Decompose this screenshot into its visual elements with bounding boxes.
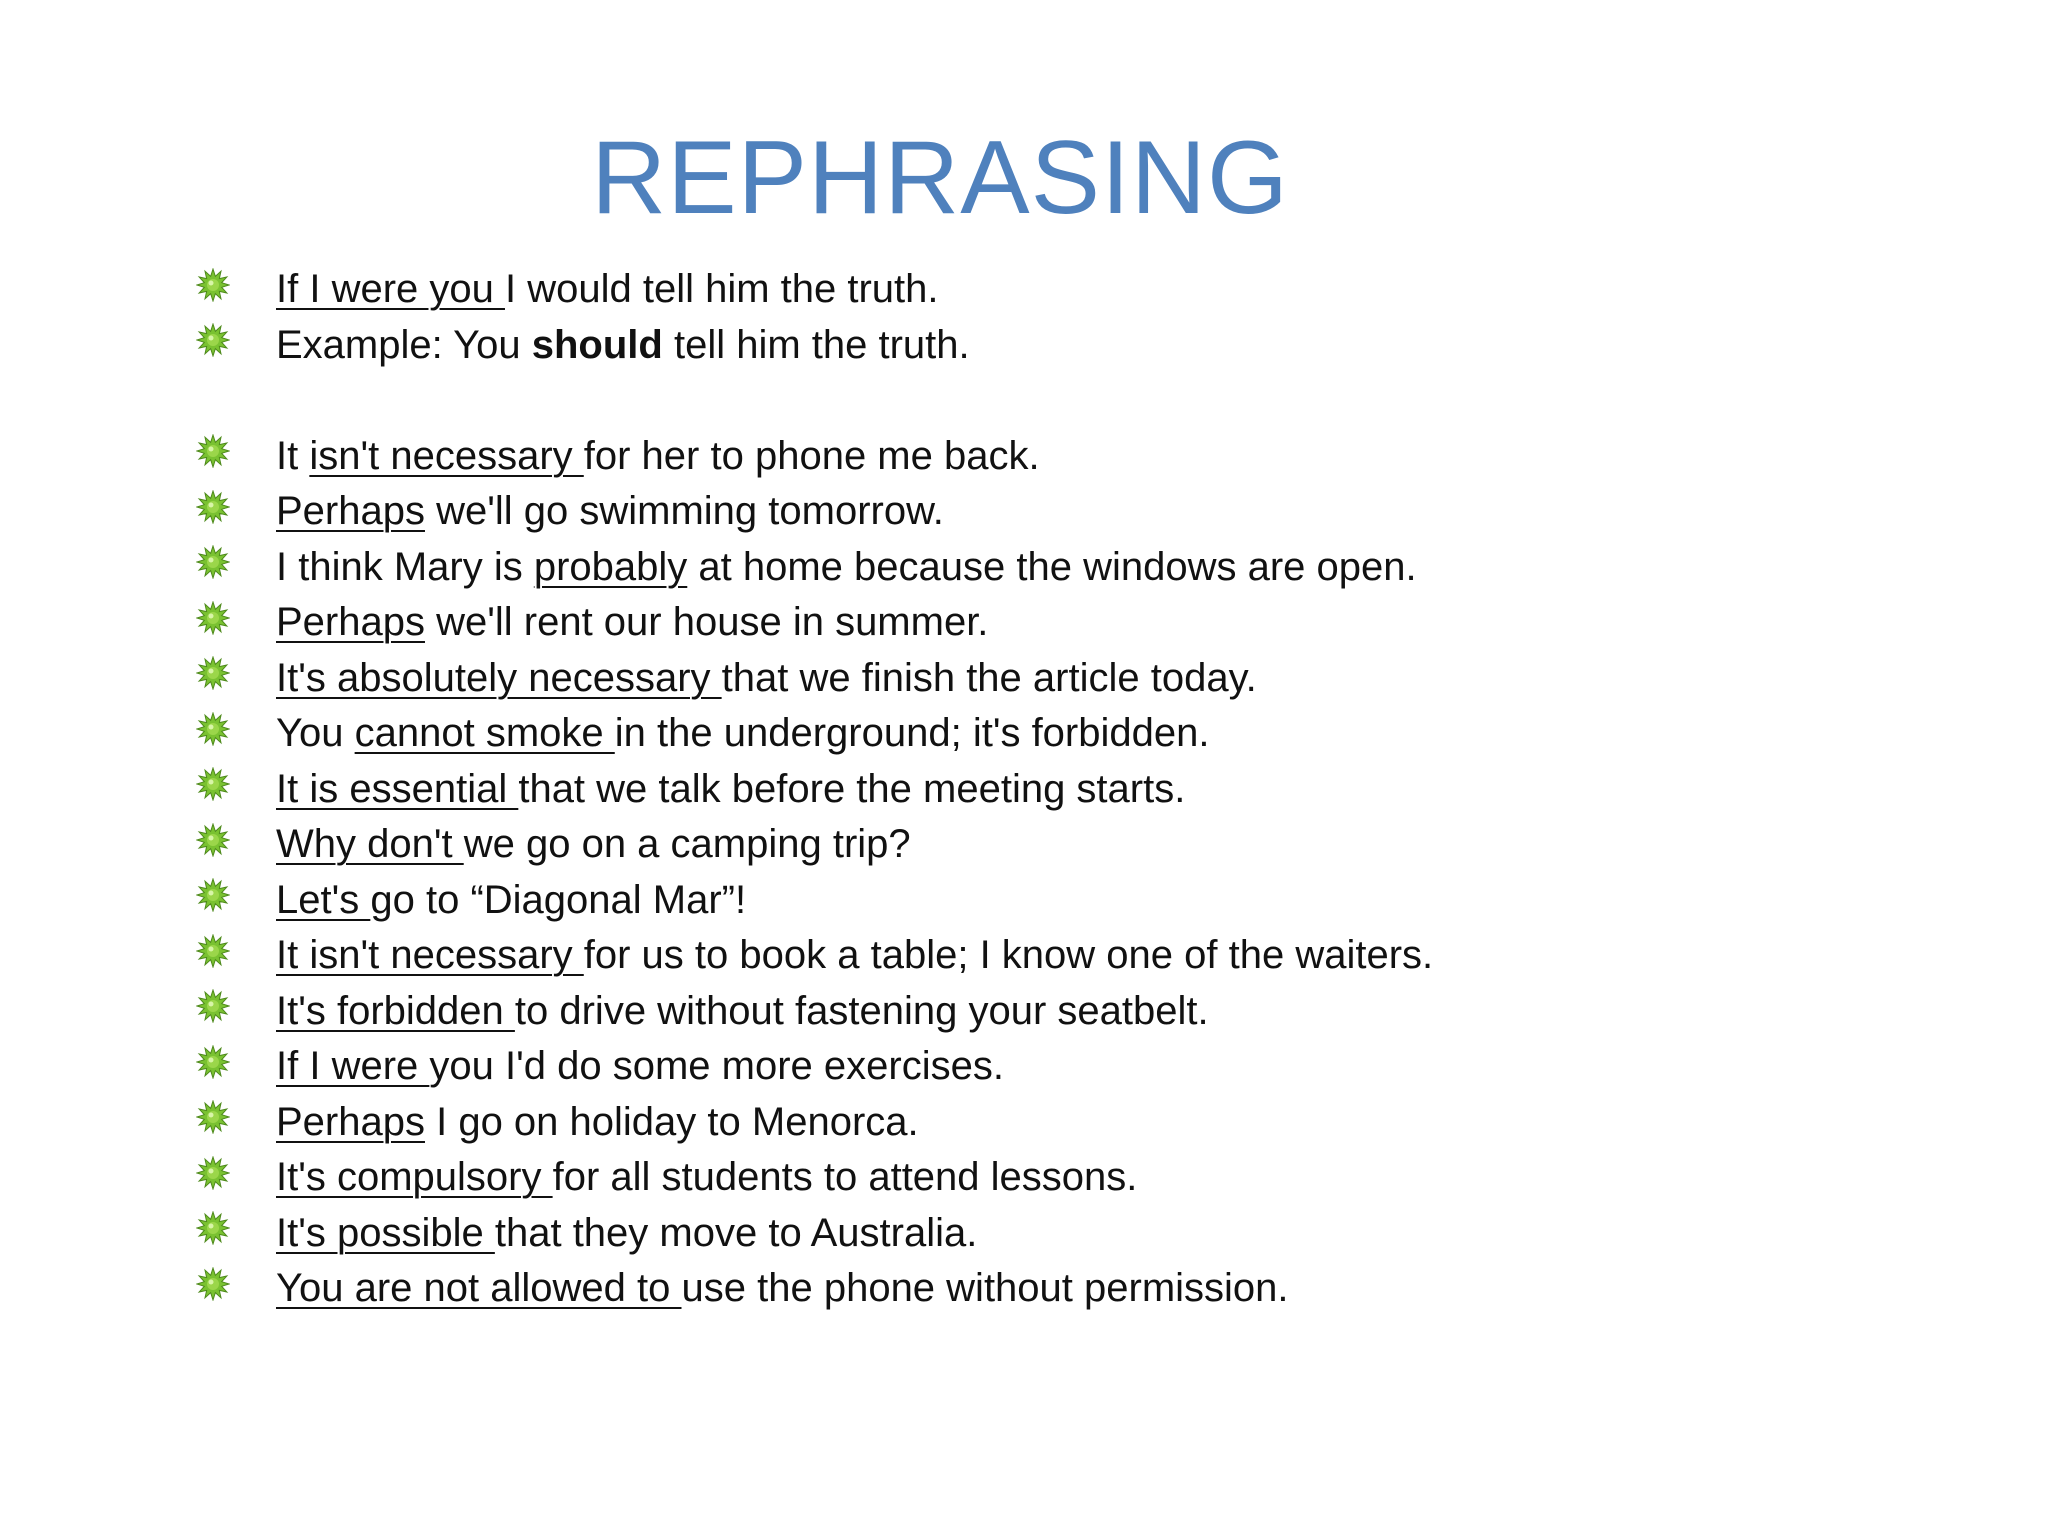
underlined-phrase: If I were you (276, 267, 505, 311)
list-item-text (276, 1095, 919, 1151)
list-item (196, 928, 1996, 984)
list-item-text (276, 484, 944, 540)
green-starburst-icon (196, 545, 230, 579)
list-item (196, 540, 1996, 596)
green-starburst-icon (196, 1267, 230, 1301)
green-starburst-icon (196, 878, 230, 912)
underlined-phrase: It's forbidden (276, 988, 515, 1033)
text-segment: we go on a camping trip? (463, 822, 911, 866)
green-starburst-icon (196, 1211, 230, 1245)
list-item-text (276, 1261, 1289, 1317)
underlined-phrase: It is essential (276, 766, 519, 811)
green-starburst-icon (196, 934, 230, 968)
underlined-phrase: probably (533, 544, 688, 589)
underlined-phrase: Perhaps (276, 600, 425, 644)
underlined-phrase: Perhaps (276, 489, 425, 533)
list-item (196, 1261, 1996, 1317)
list-spacer (196, 373, 1996, 429)
text-segment: in the underground; it's forbidden. (614, 711, 1210, 755)
underlined-phrase: It's possible (276, 1210, 495, 1255)
green-starburst-icon (196, 601, 230, 635)
green-starburst-icon (196, 989, 230, 1023)
rephrasing-list (196, 262, 1996, 1317)
text-segment: It (276, 433, 310, 478)
list-item-text (276, 318, 970, 374)
underlined-phrase: isn't necessary (309, 433, 584, 478)
green-starburst-icon (196, 323, 230, 357)
text-segment: Example: You (276, 322, 532, 367)
underlined-phrase: If I were (276, 1044, 430, 1088)
green-starburst-icon (196, 1045, 230, 1079)
page-title: REPHRASING (591, 120, 1289, 236)
text-segment: for all students to attend lessons. (552, 1155, 1138, 1199)
underlined-phrase: Perhaps (276, 1099, 425, 1144)
list-item-text (276, 984, 1209, 1040)
underlined-phrase: Let's (276, 877, 371, 922)
text-segment: at home because the windows are open. (687, 544, 1417, 589)
text-segment: I would tell him the truth. (504, 267, 939, 311)
text-segment: I go on holiday to Menorca. (424, 1099, 919, 1144)
text-segment: that we finish the article today. (721, 655, 1257, 700)
bold-word: should (531, 322, 663, 367)
underlined-phrase: Why don't (276, 822, 464, 866)
list-item (196, 318, 1996, 374)
green-starburst-icon (196, 712, 230, 746)
text-segment: I think Mary is (276, 544, 534, 589)
text-segment: for us to book a table; I know one of the waiters. (583, 933, 1434, 977)
underlined-phrase: You are not allowed to (276, 1266, 682, 1310)
text-segment: we'll rent our house in summer. (424, 600, 989, 644)
green-starburst-icon (196, 1156, 230, 1190)
green-starburst-icon (196, 767, 230, 801)
list-item-text (276, 762, 1185, 818)
green-starburst-icon (196, 1100, 230, 1134)
list-item (196, 1039, 1996, 1095)
text-segment: for her to phone me back. (583, 433, 1040, 478)
list-item (196, 262, 1996, 318)
underlined-phrase: It isn't necessary (276, 933, 584, 977)
list-item (196, 595, 1996, 651)
text-segment: You (276, 711, 355, 755)
text-segment: go to “Diagonal Mar”! (370, 877, 747, 922)
list-item (196, 873, 1996, 929)
text-segment: to drive without fastening your seatbelt. (514, 988, 1209, 1033)
list-item (196, 706, 1996, 762)
list-item (196, 651, 1996, 707)
list-item-text (276, 651, 1257, 707)
list-item (196, 1095, 1996, 1151)
green-starburst-icon (196, 268, 230, 302)
list-item-text (276, 928, 1433, 984)
green-starburst-icon (196, 656, 230, 690)
green-starburst-icon (196, 434, 230, 468)
underlined-phrase: It's compulsory (276, 1155, 553, 1199)
underlined-phrase: It's absolutely necessary (276, 655, 722, 700)
list-item-text (276, 540, 1417, 596)
list-item (196, 1150, 1996, 1206)
text-segment: we'll go swimming tomorrow. (424, 489, 944, 533)
list-item (196, 1206, 1996, 1262)
list-item-text (276, 429, 1040, 485)
underlined-phrase: cannot smoke (354, 711, 615, 755)
list-item (196, 984, 1996, 1040)
list-item (196, 429, 1996, 485)
text-segment: that they move to Australia. (494, 1210, 978, 1255)
list-item-text (276, 1206, 977, 1262)
text-segment: that we talk before the meeting starts. (518, 766, 1186, 811)
list-item (196, 762, 1996, 818)
text-segment: use the phone without permission. (681, 1266, 1289, 1310)
list-item-text (276, 817, 911, 873)
list-item (196, 484, 1996, 540)
text-segment: you I'd do some more exercises. (429, 1044, 1004, 1088)
list-item-text (276, 706, 1209, 762)
list-item-text (276, 1150, 1137, 1206)
green-starburst-icon (196, 490, 230, 524)
list-item-text (276, 595, 988, 651)
list-item-text (276, 1039, 1004, 1095)
green-starburst-icon (196, 823, 230, 857)
list-item (196, 817, 1996, 873)
text-segment: tell him the truth. (662, 322, 970, 367)
list-item-text (276, 262, 939, 318)
list-item-text (276, 873, 746, 929)
